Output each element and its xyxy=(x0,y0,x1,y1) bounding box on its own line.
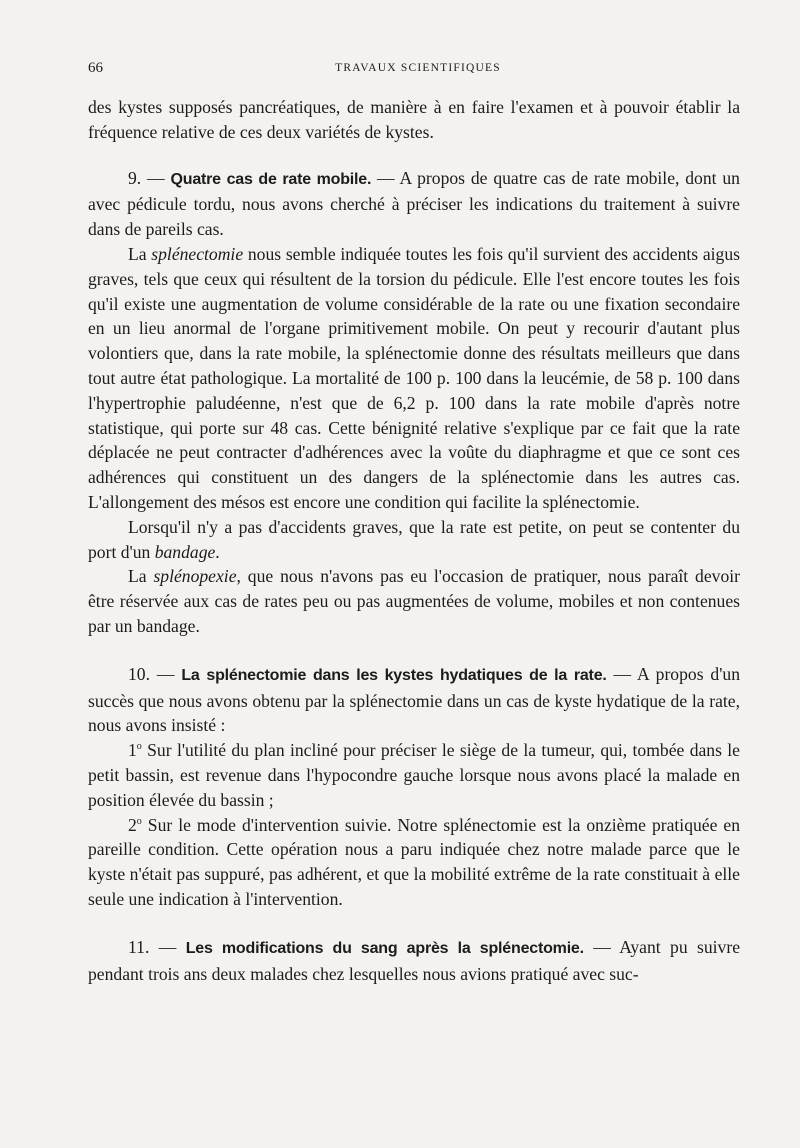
page-number: 66 xyxy=(88,60,103,76)
paragraph-text: , que nous n'avons pas eu l'occasion de pratiquer, nous paraît devoir être réservée aux cas de rates peu ou pas augmentées de volume, mobiles et non contenues par un bandage. xyxy=(88,566,740,636)
section-9 xyxy=(88,166,740,242)
item-text: Sur le mode d'intervention suivie. Notre splénectomie est la onzième pratiquée en pareille condition. Cette opération nous a paru indiquée chez notre malade parce que le kyste n'était pas suppuré, pas adhérent, et que la mobilité extrême de la rate constituait à elle seule une indication à l'intervention. xyxy=(88,814,740,909)
item-text: Sur l'utilité du plan incliné pour préciser le siège de la tumeur, qui, tombée dans le petit bassin, est revenue dans l'hypocondre gauche lorsque nous avons placé la malade en position élevée du bassin ; xyxy=(88,740,740,810)
section-9-title: Quatre cas de rate mobile. xyxy=(170,170,372,188)
term-bandage: bandage xyxy=(154,541,216,562)
paragraph-lead: La xyxy=(128,243,152,264)
item-ordinal: o xyxy=(136,815,142,827)
section-9-number: 9. — xyxy=(128,167,171,188)
paragraph-text: nous semble indiquée toutes les fois qu'il survient des accidents aigus graves, tels que ceux qui résultent de la torsion du pédicule. Elle l'est encore toutes les fois qu'il existe une augmentation de volume considérable de la rate ou une fixation secondaire en un lieu anormal de l'organe primitivement mobile. On peut y recourir d'autant plus volontiers que, dans la rate mobile, la splénectomie donne des résultats meilleurs que dans tout autre état pathologique. La mortalité de 100 p. 100 dans la leucémie, de 58 p. 100 dans l'hypertrophie paludéenne, n'est que de 6,2 p. 100 dans la rate mobile d'après notre statistique, qui porte sur 48 cas. Cette bénignité relative s'explique par ce fait que la rate déplacée ne peut contracter d'adhérences avec la voûte du diaphragme et que ce sont ces adhérences qui constituent un des dangers de la splénectomie dans les autres cas. L'allongement des mésos est encore une condition qui facilite la splénectomie. xyxy=(88,243,740,512)
list-item-1 xyxy=(88,738,740,812)
section-10 xyxy=(88,662,740,738)
paragraph-splenectomie xyxy=(88,242,740,515)
section-10-number: 10. — xyxy=(128,663,182,684)
item-ordinal: o xyxy=(136,741,142,753)
section-10-text: — A propos d'un succès que nous avons obtenu par la splénectomie dans un cas de kyste hydatique de la rate, nous avons insisté : xyxy=(88,663,740,736)
paragraph-kystes: des kystes supposés pancréatiques, de manière à en faire l'examen et à pouvoir établir la fréquence relative de ces deux variétés de kystes. xyxy=(88,97,740,142)
running-title: TRAVAUX SCIENTIFIQUES xyxy=(335,62,501,74)
paragraph-splenopexie xyxy=(88,564,740,638)
section-11-title: Les modifications du sang après la splénectomie. xyxy=(185,939,584,957)
paragraph-bandage xyxy=(88,515,740,565)
section-10-title: La splénectomie dans les kystes hydatiques de la rate. xyxy=(181,666,607,684)
running-head xyxy=(88,60,748,82)
term-splenopexie: splénopexie xyxy=(153,566,237,587)
paragraph-end: . xyxy=(215,541,220,562)
item-number: 1 xyxy=(128,740,137,761)
paragraph-lead: La xyxy=(128,566,154,587)
section-11 xyxy=(88,935,740,987)
section-11-number: 11. — xyxy=(128,936,186,957)
item-number: 2 xyxy=(128,814,137,835)
body-text xyxy=(88,95,740,986)
paragraph-text: Lorsqu'il n'y a pas d'accidents graves, que la rate est petite, on peut se contenter du port d'un xyxy=(88,516,740,562)
term-splenectomie: splénectomie xyxy=(151,243,244,264)
section-11-text: — Ayant pu suivre pendant trois ans deux malades chez lesquelles nous avions pratiqué avec suc- xyxy=(88,936,741,984)
list-item-2 xyxy=(88,813,740,912)
section-9-text: — A propos de quatre cas de rate mobile, dont un avec pédicule tordu, nous avons cherché à préciser les indications du traitement à suivre dans de pareils cas. xyxy=(88,167,740,240)
